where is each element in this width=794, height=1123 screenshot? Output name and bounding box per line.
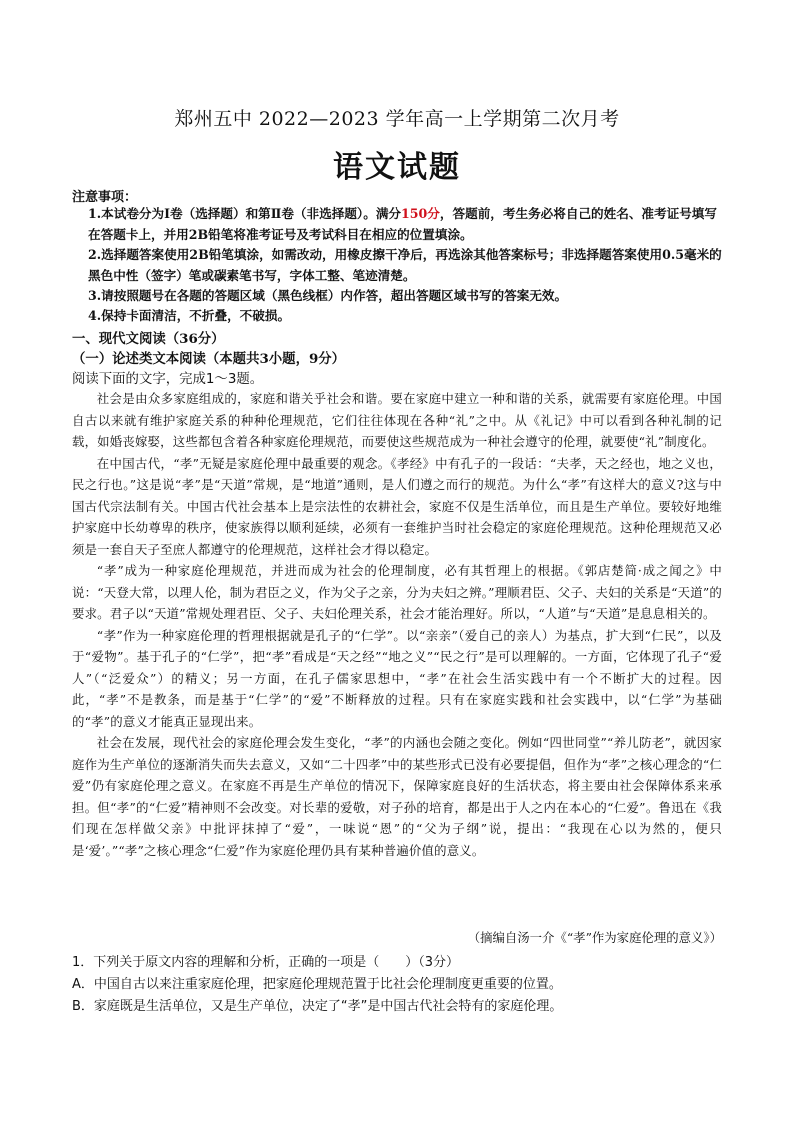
section-title: 一、现代文阅读（36分）: [72, 331, 225, 347]
notice-item-4: 4.保持卡面清洁，不折叠，不破损。: [88, 308, 291, 323]
question-1-option-b: B．家庭既是生活单位，又是生产单位，决定了“孝”是中国古代社会特有的家庭伦理。: [72, 999, 563, 1014]
passage-source: （摘编自汤一介《“孝”作为家庭伦理的意义》）: [467, 930, 722, 945]
subject-title: 语文试题: [333, 150, 461, 185]
passage-paragraph: 社会在发展，现代社会的家庭伦理会发生变化，“孝”的内涵也会随之变化。例如“四世同堂”“养儿防老”，就因家庭作为生产单位的逐渐消失而失去意义，又如“二十四孝”中的某些形式已没有必要提倡，但作为“孝”之核心理念的“仁爱”仍有家庭伦理之意义。在家庭不再是生产单位的情况下，保障家庭良好的生活状态，将主要由社会保障体系来承担。但“孝”的“仁爱”精神则不会改变。对长辈的爱敬，对子孙的培育，都是出于人之内在本心的“仁爱”。鲁迅在《我们现在怎样做父亲》中批评抹掉了“爱”，一味说“恩”的“父为子纲”说，提出：“我现在心以为然的，便只是‘爱’。”“孝”之核心理念“仁爱”作为家庭伦理仍具有某种普遍价值的意义。: [72, 735, 722, 858]
passage-paragraph: “孝”作为一种家庭伦理的哲理根据就是孔子的“仁学”。以“亲亲”（爱自己的亲人）为基点，扩大到“仁民”，以及于“爱物”。基于孔子的“仁学”，把“孝”看成是“天之经”“地之义”“民之行”是可以理解的。一方面，它体现了孔子“爱人”（“泛爱众”）的精义；另一方面，在孔子儒家思想中，“孝”在社会生活实践中有一个不断扩大的过程。因此，“孝”不是教条，而是基于“仁学”的“爱”不断释放的过程。只有在家庭实践和社会实践中，以“仁学”为基础的“孝”的意义才能真正显现出来。: [72, 627, 722, 729]
notice-heading: 注意事项：: [72, 190, 138, 205]
reading-instruction: 阅读下面的文字，完成1～3题。: [72, 372, 264, 387]
notice-score-highlight: 150分: [401, 206, 440, 221]
notice-item-2: 2.选择题答案使用2B铅笔填涂，如需改动，用橡皮擦干净后，再选涂其他答案标号；非选择题答案使用0.5毫米的黑色中性（签字）笔或碳素笔书写，字体工整、笔迹清楚。: [88, 247, 722, 283]
notice-item-1-after: ，答题前，考生务必将自己的姓名、准考证号填写在答题卡上，并用2B铅笔将准考证号及考试科目在相应的位置填涂。: [88, 206, 717, 242]
passage-paragraph: “孝”成为一种家庭伦理规范，并进而成为社会的伦理制度，必有其哲理上的根据。《郭店楚简·成之闻之》中说：“天登大常，以理人伦，制为君臣之义，作为父子之亲，分为夫妇之辨。”理顺君臣、父子、夫妇的关系是“天道”的要求。君子以“天道”常规处理君臣、父子、夫妇伦理关系，社会才能治理好。所以，“人道”与“天道”是息息相关的。: [72, 563, 722, 621]
passage-paragraph: 在中国古代，“孝”无疑是家庭伦理中最重要的观念。《孝经》中有孔子的一段话：“夫孝，天之经也，地之义也，民之行也。”这是说“孝”是“天道”常规，是“地道”通则，是人们遵之而行的规范。为什么“孝”有这样大的意义?这与中国古代宗法制有关。中国古代社会基本上是宗法性的农耕社会，家庭不仅是生活单位，而且是生产单位。要较好地维护家庭中长幼尊卑的秩序，使家族得以顺利延续，必须有一套维护当时社会稳定的家庭伦理规范。这种伦理规范又必须是一套自天子至庶人都遵守的伦理规范，这样社会才得以稳定。: [72, 455, 722, 557]
notice-item-3: 3.请按照题号在各题的答题区域（黑色线框）内作答，超出答题区域书写的答案无效。: [88, 288, 568, 303]
question-1-option-a: A．中国自古以来注重家庭伦理，把家庭伦理规范置于比社会伦理制度更重要的位置。: [72, 977, 562, 992]
subsection-title: （一）论述类文本阅读（本题共3小题，9分）: [72, 351, 346, 367]
reading-passage: [72, 388, 722, 861]
passage-paragraph: 社会是由众多家庭组成的，家庭和谐关乎社会和谐。要在家庭中建立一种和谐的关系，就需要有家庭伦理。中国自古以来就有维护家庭关系的种种伦理规范，它们往往体现在各种“礼”之中。从《礼记》中可以看到各种礼制的记载，如婚丧嫁娶，这些都包含着各种家庭伦理规范，而要使这些规范成为一种社会遵守的伦理，就要使“礼”制度化。: [72, 391, 722, 449]
school-exam-title: 郑州五中 2022—2023 学年高一上学期第二次月考: [174, 108, 620, 130]
notice-item-1-before: 1.本试卷分为Ⅰ卷（选择题）和第Ⅱ卷（非选择题）。满分: [88, 206, 402, 221]
notice-item-1: [88, 204, 728, 245]
question-1-stem: 1．下列关于原文内容的理解和分析，正确的一项是（ ）（3分）: [72, 955, 460, 970]
